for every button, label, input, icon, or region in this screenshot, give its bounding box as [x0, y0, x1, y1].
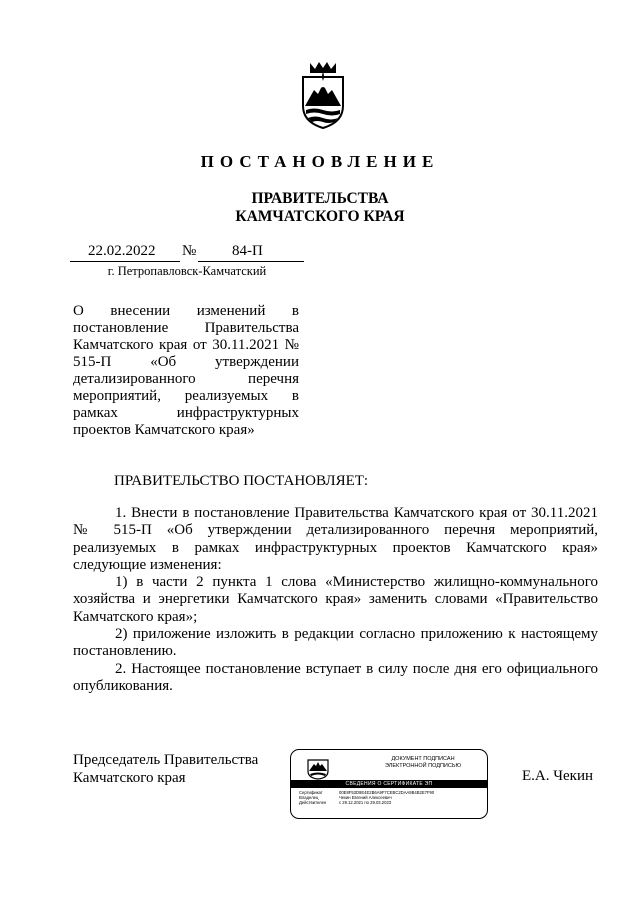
number-sign: № — [182, 243, 197, 259]
electronic-signature-stamp — [290, 749, 488, 819]
number-underline — [198, 261, 304, 262]
paragraph: 2) приложение изложить в редакции согласно приложению к настоящему постановлению. — [73, 626, 598, 660]
paragraph: 1. Внести в постановление Правительства Камчатского края от 30.11.2021 № 515-П «Об утверждении детализированного перечня мероприятий, реализуемых в рамках инфраструктурных проектов Камчатского края» следующие изменения: — [73, 505, 598, 573]
date-underline — [70, 261, 180, 262]
document-number: 84-П — [232, 243, 263, 259]
issuer-line-2: КАМЧАТСКОГО КРАЯ — [235, 208, 405, 225]
resolution-heading: ПРАВИТЕЛЬСТВО ПОСТАНОВЛЯЕТ: — [114, 473, 369, 489]
stamp-heading-line-1: ДОКУМЕНТ ПОДПИСАН — [391, 756, 455, 762]
document-city: г. Петропавловск-Камчатский — [107, 264, 267, 278]
signatory-position-line-1: Председатель Правительства — [73, 752, 259, 768]
signatory-position — [73, 752, 258, 787]
stamp-row: Сертификат 00E8F53D9E4E2B6A9F7CEBC2DAA9B4B2E7F90 — [299, 790, 435, 795]
stamp-certificate-details — [299, 790, 434, 806]
stamp-emblem-icon — [306, 756, 330, 780]
document-body — [73, 505, 598, 695]
signatory-position-line-2: Камчатского края — [73, 769, 186, 786]
paragraph: 1) в части 2 пункта 1 слова «Министерство жилищно-коммунального хозяйства и энергетики Камчатского края» заменить словами «Правительство Камчатского края»; — [73, 574, 598, 625]
stamp-certificate-bar: СВЕДЕНИЯ О СЕРТИФИКАТЕ ЭП — [291, 780, 487, 788]
stamp-heading-line-2: ЭЛЕКТРОННОЙ ПОДПИСЬЮ — [384, 762, 462, 769]
document-subject: О внесении изменений в постановление Правительства Камчатского края от 30.11.2021 № 515-П «Об утверждении детализированного перечня мероприятий, реализуемых в рамках инфраструктурных проектов Камчатского края» — [73, 303, 299, 438]
stamp-row: Владелец Чекин Евгений Алексеевич — [299, 795, 392, 801]
paragraph: 2. Настоящее постановление вступает в силу после дня его официального опубликования. — [73, 660, 598, 694]
document-title: ПОСТАНОВЛЕНИЕ — [200, 152, 440, 171]
stamp-row: Действителен с 29.12.2021 по 29.03.2023 — [299, 800, 392, 806]
document-date: 22.02.2022 — [88, 243, 156, 259]
kamchatka-coat-of-arms-icon — [300, 60, 346, 130]
stamp-heading — [363, 756, 483, 769]
signatory-name: Е.А. Чекин — [522, 768, 593, 784]
issuer-line-1: ПРАВИТЕЛЬСТВА — [251, 190, 389, 207]
